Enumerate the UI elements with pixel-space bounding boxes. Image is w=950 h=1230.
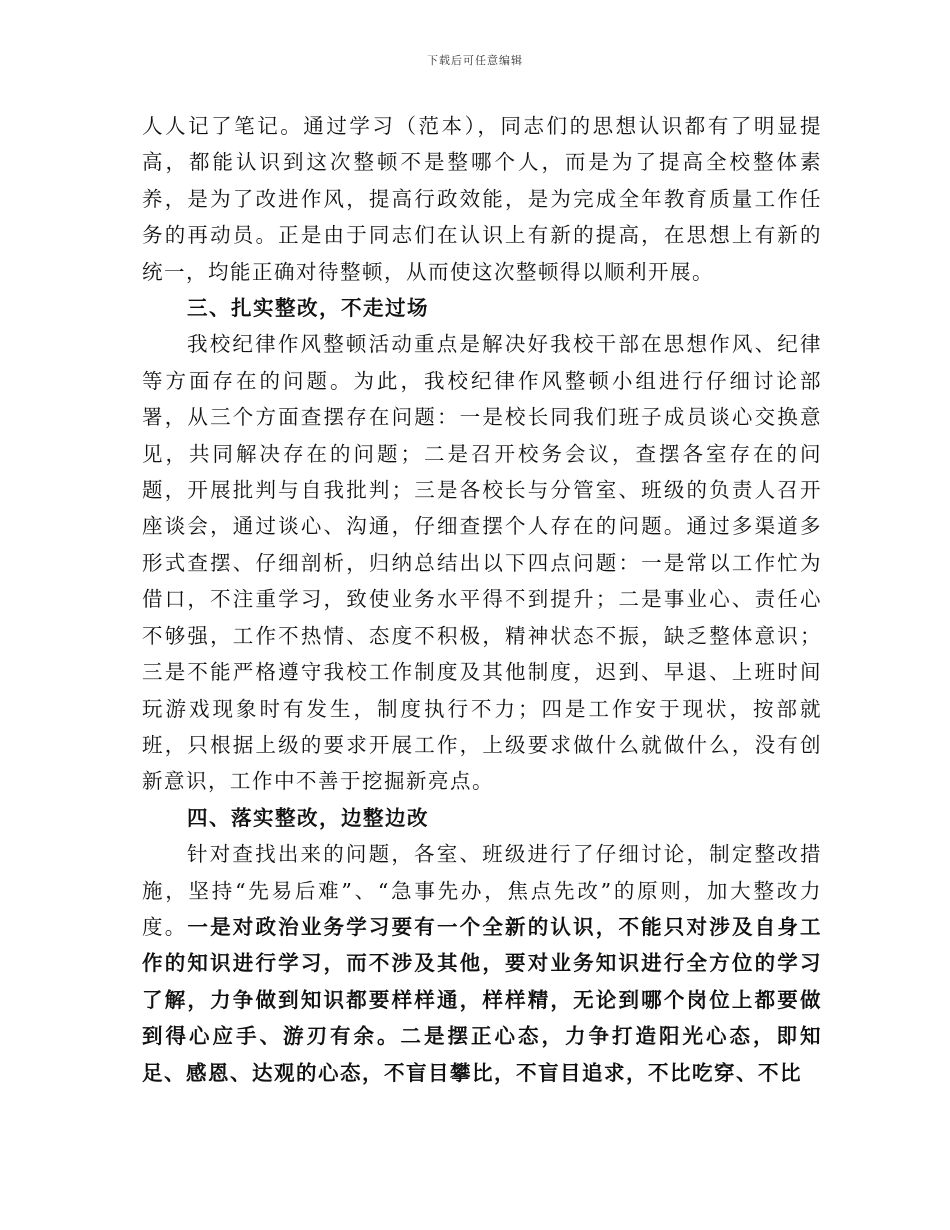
paragraph-problems: 我校纪律作风整顿活动重点是解决好我校干部在思想作风、纪律等方面存在的问题。为此，我校纪律作风整顿小组进行仔细讨论部署，从三个方面查摆存在问题：一是校长同我们班子成员谈心交换意见，共同解决存在的问题；二是召开校务会议，查摆各室存在的问题，开展批判与自我批判；三是各校长与分管室、班级的负责人召开座谈会，通过谈心、沟通，仔细查摆个人存在的问题。通过多渠道多形式查摆、仔细剖析，归纳总结出以下四点问题：一是常以工作忙为借口，不注重学习，致使业务水平得不到提升；二是事业心、责任心不够强，工作不热情、态度不积极，精神状态不振，缺乏整体意识；三是不能严格遵守我校工作制度及其他制度，迟到、早退、上班时间玩游戏现象时有发生，制度执行不力；四是工作安于现状，按部就班，只根据上级的要求开展工作，上级要求做什么就做什么，没有创新意识，工作中不善于挖掘新亮点。 [142,332,822,794]
rectification-intro: 针对查找出来的问题，各室、班级进行了仔细讨论，制定整改措施，坚持“先易后难”、“急事先办，焦点先改”的原则，加大整改力度。 [142,842,822,939]
document-body [142,108,822,1091]
rectification-measures: 一是对政治业务学习要有一个全新的认识，不能只对涉及自身工作的知识进行学习，而不涉及其他，要对业务知识进行全方位的学习了解，力争做到知识都要样样通，样样精，无论到哪个岗位上都要做到得心应手、游刃有余。二是摆正心态，力争打造阳光心态，即知足、感恩、达观的心态，不盲目攀比，不盲目追求，不比吃穿、不比 [142,914,823,1085]
section-heading-3: 三、扎实整改，不走过场 [187,296,429,321]
paragraph-study-results: 人人记了笔记。通过学习（范本），同志们的思想认识都有了明显提高，都能认识到这次整顿不是整哪个人，而是为了提高全校整体素养，是为了改进作风，提高行政效能，是为完成全年教育质量工作任务的再动员。正是由于同志们在认识上有新的提高，在思想上有新的统一，均能正确对待整顿，从而使这次整顿得以顺利开展。 [142,114,822,284]
paragraph-rectification [142,836,822,1091]
section-heading-4: 四、落实整改，边整边改 [187,805,429,830]
page-header: 下载后可任意编辑 [427,54,523,67]
